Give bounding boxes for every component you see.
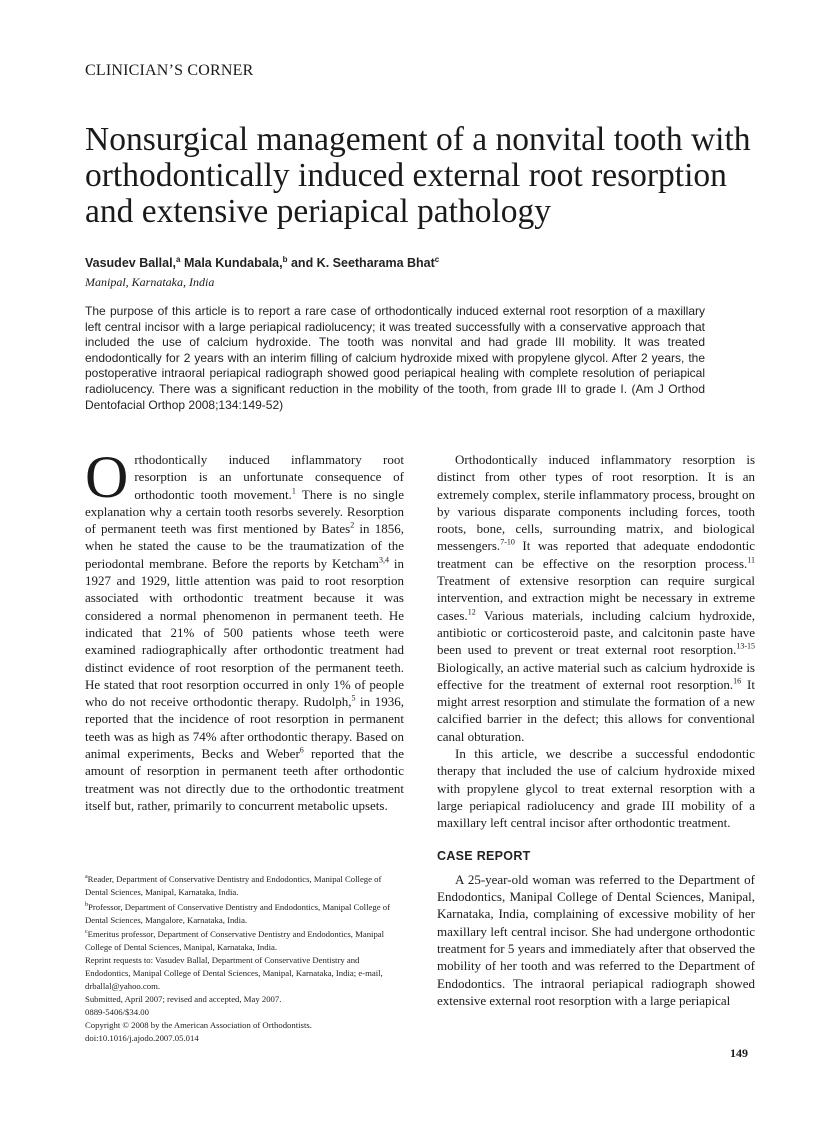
footnote-text: 0889-5406/$34.00 [85, 1006, 149, 1017]
citation-ref: 6 [299, 745, 304, 755]
section-label: CLINICIAN’S CORNER [85, 62, 254, 79]
author-mark: a [176, 255, 181, 264]
intro-continuation [437, 451, 755, 832]
abstract: The purpose of this article is to report a rare case of orthodontically induced external root resorption of a maxillary left central incisor with a large periapical radiolucency; it was treated successfully with a conservative approach that included the use of calcium hydroxide. The tooth was nonvital and had grade III mobility. It was treated endodontically for 2 years with an interim filling of calcium hydroxide mixed with propylene glycol. After 2 years, the postoperative intraoral periapical radiograph showed good periapical healing with complete resolution of periapical radiolucency. There was a significant reduction in the mobility of the tooth, from grade III to grade I. (Am J Orthod Dentofacial Orthop 2008;134:149-52) [85, 304, 705, 412]
text-run: It might arrest resorption and stimulate the formation of a new calcified barrier in the defect; this allows for conventional canal obturation. [437, 676, 755, 744]
citation-ref: 12 [467, 607, 476, 617]
footnote-mark: b [85, 901, 88, 908]
text-run: Biologically, an active material such as calcium hydroxide is effective for the treatment of external root resorption. [437, 659, 755, 692]
text-run: in 1927 and 1929, little attention was paid to root resorption associated with orthodontic treatment because it was considered a normal phenomenon in permanent teeth. He indicated that 21% of 500 patients whose teeth were examined radiographically after orthodontic treatment had distinct evidence of root resorption of the permanent teeth. He stated that root resorption occurred in only 1% of people who do not receive orthodontic therapy. Rudolph, [85, 555, 404, 710]
footnote-text: Copyright © 2008 by the American Association of Orthodontists. [85, 1019, 312, 1030]
citation-ref: 13-15 [736, 641, 755, 651]
citation-ref: 3,4 [378, 555, 389, 565]
text-run: in 1856, when he stated the cause to be the traumatization of the periodontal membrane. Before the reports by Ketcham [85, 521, 404, 571]
text-run: In this article, we describe a successful endodontic therapy that included the use of calcium hydroxide mixed with propylene glycol to treat external resorption with a large periapical radiolucency and grade III mobility of a maxillary left central incisor after orthodontic treatment. [437, 746, 755, 831]
author-name: and K. Seetharama Bhat [290, 256, 435, 271]
body-column-left [85, 444, 405, 814]
author-name: Vasudev Ballal, [85, 256, 177, 271]
citation-ref: 2 [350, 520, 355, 530]
case-report-paragraph: A 25-year-old woman was referred to the Department of Endodontics, Manipal College of Dental Sciences, Manipal, Karnataka, India, complaining of excessive mobility of her maxillary left central incisor. She had undergone orthodontic treatment for 5 years and immediately after that observed the mobility of her tooth and was referred to the Department of Endodontics. The intraoral periapical radiograph showed extensive external root resorption with a large periapical [437, 871, 755, 1008]
footnote-mark: a [85, 874, 88, 880]
footnote-text: Professor, Department of Conservative Dentistry and Endodontics, Manipal College of Dental Sciences, Mangalore, Karnataka, India. [85, 901, 390, 925]
text-run: It was reported that adequate endodontic treatment can be effective on the resorption process. [437, 538, 755, 571]
body-column-right [437, 451, 755, 1009]
section-heading-case-report: CASE REPORT [437, 848, 531, 863]
footnote-text: Reprint requests to: Vasudev Ballal, Department of Conservative Dentistry and Endodontics, Manipal College of Dental Sciences, Manipal, Karnataka, India; e-mail, drballal@yahoo.com. [85, 955, 383, 991]
footnote-text: Submitted, April 2007; revised and accepted, May 2007. [85, 993, 282, 1004]
footnote [85, 871, 404, 899]
citation-ref: 7-10 [500, 538, 515, 548]
footnote [85, 1019, 404, 1032]
body-paragraph [437, 745, 755, 831]
text-run: Treatment of extensive resorption can require surgical intervention, and extraction might be necessary in extreme cases. [437, 573, 755, 623]
footnote-text: Reader, Department of Conservative Dentistry and Endodontics, Manipal College of Dental Sciences, Manipal, Karnataka, India. [85, 873, 382, 897]
text-run: reported that the amount of resorption in permanent teeth after orthodontic treatment was not directly due to the orthodontic treatment itself but, rather, primarily to concurrent metabolic upsets. [85, 746, 405, 813]
text-run: rthodontically induced inflammatory root resorption is an unfortunate consequence of orthodontic tooth movement. [134, 452, 404, 502]
footnote [85, 1032, 404, 1045]
text-run: There is no single explanation why a certain tooth resorbs severely. Resorption of permanent teeth was first mentioned by Bates [85, 486, 404, 537]
text-run: Orthodontically induced inflammatory resorption is distinct from other types of root resorption. It is an extremely complex, sterile inflammatory process, brought on by various disparate components including forces, tooth roots, bone, cells, surrounding matrix, and biological messengers. [437, 452, 755, 554]
footnote [85, 954, 404, 993]
body-paragraph [437, 451, 755, 745]
author-list [85, 255, 439, 270]
footnote-text: doi:10.1016/j.ajodo.2007.05.014 [85, 1032, 199, 1043]
footnote [85, 926, 404, 954]
page-number: 149 [730, 1046, 748, 1060]
citation-ref: 11 [747, 555, 755, 565]
citation-ref: 5 [351, 693, 356, 703]
footnote [85, 993, 404, 1006]
citation-ref: 16 [733, 676, 742, 686]
affiliation: Manipal, Karnataka, India [85, 275, 215, 289]
footnotes [85, 871, 404, 1044]
author-mark: b [282, 255, 288, 264]
text-run: in 1936, reported that the incidence of root resorption in permanent teeth was as high as 74% after orthodontic therapy. Based on animal experiments, Becks and Weber [85, 694, 404, 762]
body-paragraph [85, 444, 405, 814]
author-name: Mala Kundabala, [183, 256, 283, 271]
drop-cap: O [85, 444, 129, 510]
text-run: Various materials, including calcium hydroxide, antibiotic or corticosteroid paste, and calcitonin paste have been used to prevent or treat external root resorption. [437, 607, 755, 658]
article-title: Nonsurgical management of a nonvital tooth with orthodontically induced external root resorption and extensive periapical pathology [85, 121, 751, 230]
author-mark: c [434, 255, 440, 264]
footnote-mark: c [85, 929, 88, 936]
citation-ref: 1 [291, 486, 296, 496]
footnote [85, 1006, 404, 1019]
footnote-text: Emeritus professor, Department of Conservative Dentistry and Endodontics, Manipal College of Dental Sciences, Manipal, Karnataka, India. [85, 929, 385, 953]
footnote [85, 899, 404, 927]
